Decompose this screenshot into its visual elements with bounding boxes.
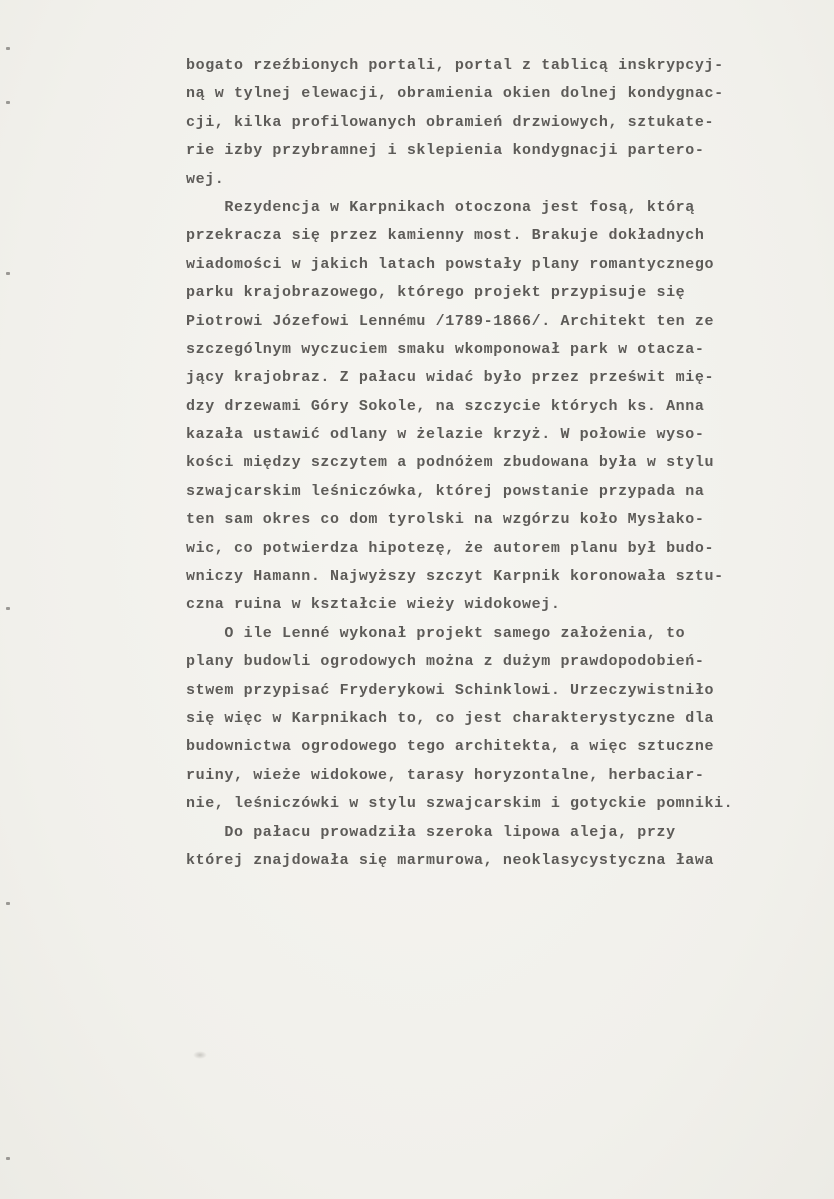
margin-mark xyxy=(6,272,10,275)
text-line: parku krajobrazowego, którego projekt przypisuje się xyxy=(186,284,686,302)
text-line: której znajdowała się marmurowa, neoklasycystyczna ława xyxy=(186,851,715,869)
text-line: jący krajobraz. Z pałacu widać było przez prześwit mię- xyxy=(186,369,715,387)
text-line: kazała ustawić odlany w żelazie krzyż. W połowie wyso- xyxy=(186,426,705,444)
text-line: ruiny, wieże widokowe, tarasy horyzontalne, herbaciar- xyxy=(186,766,705,784)
paper-blemish xyxy=(193,1051,207,1059)
text-line: dzy drzewami Góry Sokole, na szczycie których ks. Anna xyxy=(186,397,705,415)
text-line: wiadomości w jakich latach powstały plany romantycznego xyxy=(186,255,715,273)
text-line: szczególnym wyczuciem smaku wkomponował park w otacza- xyxy=(186,340,705,358)
margin-mark xyxy=(6,47,10,50)
text-line: wej. xyxy=(186,170,225,188)
margin-mark xyxy=(6,1157,10,1160)
text-line: nie, leśniczówki w stylu szwajcarskim i gotyckie pomniki. xyxy=(186,795,734,813)
text-line: wic, co potwierdza hipotezę, że autorem planu był budo- xyxy=(186,539,715,557)
margin-mark xyxy=(6,101,10,104)
text-line: kości między szczytem a podnóżem zbudowana była w stylu xyxy=(186,454,715,472)
text-line: rie izby przybramnej i sklepienia kondygnacji partero- xyxy=(186,142,705,160)
text-line: ną w tylnej elewacji, obramienia okien dolnej kondygnac- xyxy=(186,85,724,103)
text-line: cji, kilka profilowanych obramień drzwiowych, sztukate- xyxy=(186,113,715,131)
margin-mark xyxy=(6,902,10,905)
text-line: plany budowli ogrodowych można z dużym prawdopodobień- xyxy=(186,653,705,671)
text-line: stwem przypisać Fryderykowi Schinklowi. Urzeczywistniło xyxy=(186,681,715,699)
text-line: budownictwa ogrodowego tego architekta, a więc sztuczne xyxy=(186,738,715,756)
typewritten-text xyxy=(186,52,796,875)
text-line: Do pałacu prowadziła szeroka lipowa aleja, przy xyxy=(186,823,676,841)
text-line: Rezydencja w Karpnikach otoczona jest fosą, którą xyxy=(186,198,695,216)
text-line: przekracza się przez kamienny most. Brakuje dokładnych xyxy=(186,227,705,245)
text-line: się więc w Karpnikach to, co jest charakterystyczne dla xyxy=(186,709,715,727)
text-line: wniczy Hamann. Najwyższy szczyt Karpnik koronowała sztu- xyxy=(186,568,724,586)
text-line: Piotrowi Józefowi Lennému /1789-1866/. Architekt ten ze xyxy=(186,312,715,330)
margin-mark xyxy=(6,607,10,610)
text-line: szwajcarskim leśniczówka, której powstanie przypada na xyxy=(186,482,705,500)
text-line: O ile Lenné wykonał projekt samego założenia, to xyxy=(186,624,686,642)
text-line: bogato rzeźbionych portali, portal z tablicą inskrypcyj- xyxy=(186,57,724,74)
text-line: ten sam okres co dom tyrolski na wzgórzu koło Mysłako- xyxy=(186,511,705,529)
text-line: czna ruina w kształcie wieży widokowej. xyxy=(186,596,561,614)
